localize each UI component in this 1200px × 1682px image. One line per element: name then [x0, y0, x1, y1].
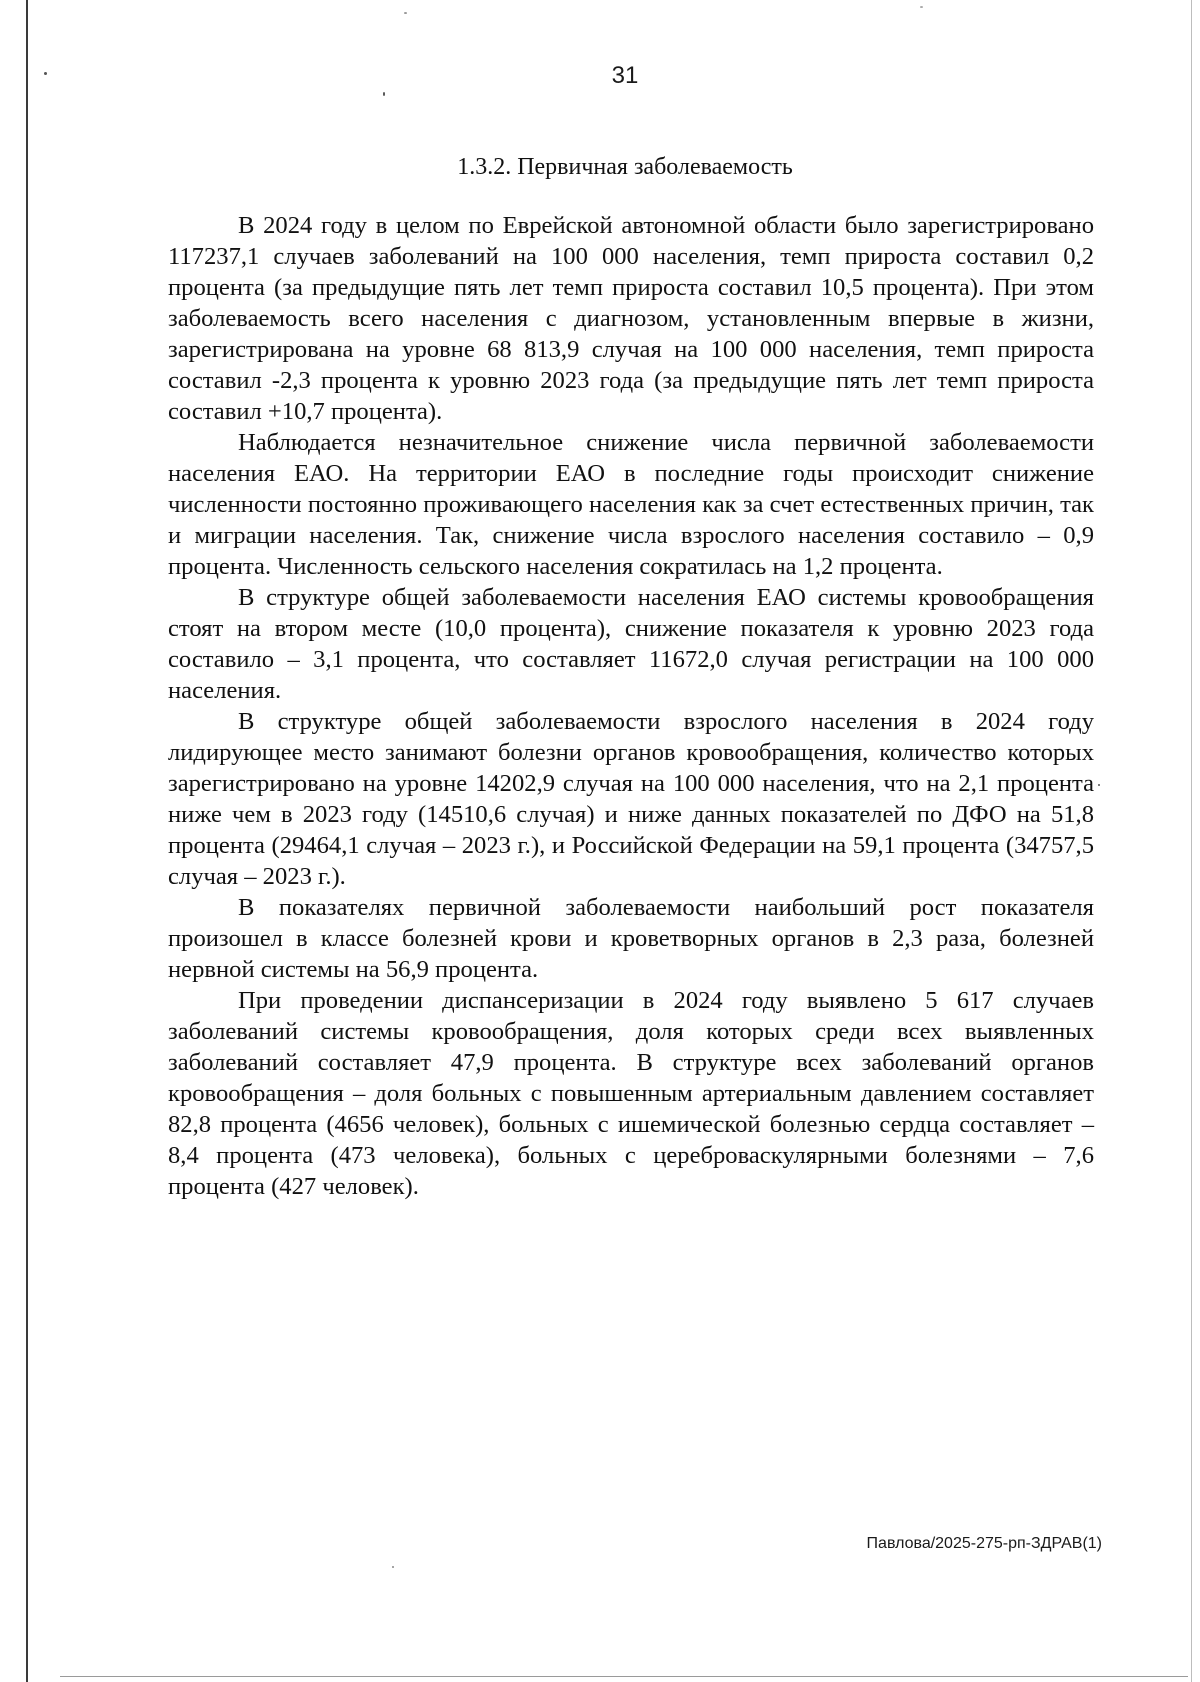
scan-left-edge [26, 0, 28, 1682]
paragraph: Наблюдается незначительное снижение числа первичной заболеваемости населения ЕАО. На территории ЕАО в последние годы происходит снижение численности постоянно проживающего населения как за счет естественных причин, так и миграции населения. Так, снижение числа взрослого населения составило – 0,9 процента. Численность сельского населения сократилась на 1,2 процента. [168, 429, 1094, 580]
scan-bottom-edge [60, 1676, 1188, 1677]
scan-speck [383, 92, 385, 96]
document-code: Павлова/2025-275-рп-ЗДРАВ(1) [866, 1535, 1102, 1552]
scan-speck [920, 6, 923, 8]
paragraph: В структуре общей заболеваемости населения ЕАО системы кровообращения стоят на втором месте (10,0 процента), снижение показателя к уровню 2023 года составило – 3,1 процента, что составляет 11672,0 случая регистрации на 100 000 населения. [168, 584, 1094, 704]
scan-speck [392, 1566, 394, 1568]
scan-speck [1098, 784, 1100, 786]
body-text [168, 210, 1094, 1202]
paragraph: В структуре общей заболеваемости взрослого населения в 2024 году лидирующее место занимают болезни органов кровообращения, количество которых зарегистрировано на уровне 14202,9 случая на 100 000 населения, что на 2,1 процента ниже чем в 2023 году (14510,6 случая) и ниже данных показателей по ДФО на 51,8 процента (29464,1 случая – 2023 г.), и Российской Федерации на 59,1 процента (34757,5 случая – 2023 г.). [168, 708, 1094, 890]
paragraph: При проведении диспансеризации в 2024 году выявлено 5 617 случаев заболеваний системы кровообращения, доля которых среди всех выявленных заболеваний составляет 47,9 процента. В структуре всех заболеваний органов кровообращения – доля больных с повышенным артериальным давлением составляет 82,8 процента (4656 человек), больных с ишемической болезнью сердца составляет – 8,4 процента (473 человека), больных с цереброваскулярными болезнями – 7,6 процента (427 человек). [168, 987, 1094, 1200]
page-number: 31 [611, 62, 639, 89]
scan-speck [404, 12, 407, 14]
paragraph: В 2024 году в целом по Еврейской автономной области было зарегистрировано 117237,1 случаев заболеваний на 100 000 населения, темп прироста составил 0,2 процента (за предыдущие пять лет темп прироста составил 10,5 процента). При этом заболеваемость всего населения с диагнозом, установленным впервые в жизни, зарегистрирована на уровне 68 813,9 случая на 100 000 населения, темп прироста составил -2,3 процента к уровню 2023 года (за предыдущие пять лет темп прироста составил +10,7 процента). [168, 212, 1094, 425]
paragraph: В показателях первичной заболеваемости наибольший рост показателя произошел в классе болезней крови и кроветворных органов в 2,3 раза, болезней нервной системы на 56,9 процента. [168, 894, 1094, 983]
section-title: 1.3.2. Первичная заболеваемость [457, 154, 793, 180]
scan-right-edge [1191, 0, 1192, 1682]
